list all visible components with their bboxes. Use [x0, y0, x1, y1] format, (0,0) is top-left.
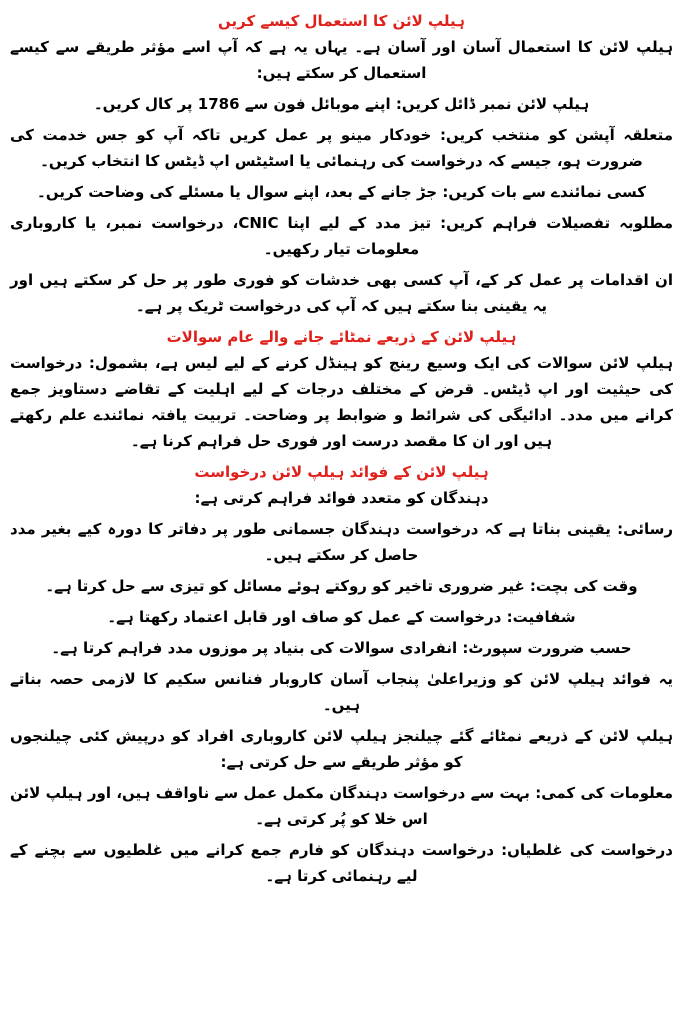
paragraph: یہ فوائد ہیلپ لائن کو وزیراعلیٰ پنجاب آسان کاروبار فنانس سکیم کا لازمی حصہ بناتے ہیں۔	[10, 670, 673, 714]
paragraph: حسب ضرورت سپورٹ: انفرادی سوالات کی بنیاد پر موزوں مدد فراہم کرتا ہے۔	[51, 639, 632, 657]
paragraph: کسی نمائندے سے بات کریں: جڑ جانے کے بعد، اپنے سوال یا مسئلے کی وضاحت کریں۔	[37, 183, 646, 201]
section-heading-how-to-use: ہیلپ لائن کا استعمال کیسے کریں	[218, 12, 465, 30]
section-heading-common-questions: ہیلپ لائن کے ذریعے نمٹائے جانے والے عام سوالات	[166, 328, 517, 346]
paragraph: ہیلپ لائن کے ذریعے نمٹائے گئے چیلنجز ہیلپ لائن کاروباری افراد کو درپیش کئی چیلنجوں کو مؤثر طریقے سے حل کرتی ہے:	[10, 727, 673, 771]
paragraph: شفافیت: درخواست کے عمل کو صاف اور قابل اعتماد رکھتا ہے۔	[107, 608, 576, 626]
paragraph: مطلوبہ تفصیلات فراہم کریں: تیز مدد کے لیے اپنا CNIC، درخواست نمبر، یا کاروباری معلومات تیار رکھیں۔	[10, 214, 673, 258]
paragraph: ہیلپ لائن کا استعمال آسان اور آسان ہے۔ یہاں یہ ہے کہ آپ اسے مؤثر طریقے سے کیسے استعمال کر سکتے ہیں:	[10, 38, 673, 82]
section-heading-benefits: ہیلپ لائن کے فوائد ہیلپ لائن درخواست	[194, 463, 489, 481]
paragraph: متعلقہ آپشن کو منتخب کریں: خودکار مینو پر عمل کریں تاکہ آپ کو جس خدمت کی ضرورت ہو، جیسے کہ درخواست کی رہنمائی یا اسٹیٹس اپ ڈیٹس کا انتخاب کریں۔	[10, 126, 673, 170]
paragraph: ہیلپ لائن سوالات کی ایک وسیع رینج کو ہینڈل کرنے کے لیے لیس ہے، بشمول: درخواست کی حیثیت اور اپ ڈیٹس۔ قرض کے مختلف درجات کے لیے اہلیت کے تقاضے دستاویز جمع کرانے میں مدد۔ ادائیگی کی شرائط و ضوابط پر وضاحت۔ تربیت یافتہ نمائندے علم رکھتے ہیں اور ان کا مقصد درست اور فوری حل فراہم کرنا ہے۔	[10, 354, 673, 450]
paragraph: ہیلپ لائن نمبر ڈائل کریں: اپنے موبائل فون سے 1786 پر کال کریں۔	[93, 95, 590, 113]
paragraph: وقت کی بچت: غیر ضروری تاخیر کو روکتے ہوئے مسائل کو تیزی سے حل کرتا ہے۔	[45, 577, 638, 595]
paragraph: درخواست کی غلطیاں: درخواست دہندگان کو فارم جمع کرانے میں غلطیوں سے بچنے کے لیے رہنمائی کرتا ہے۔	[10, 841, 673, 885]
paragraph: معلومات کی کمی: بہت سے درخواست دہندگان مکمل عمل سے ناواقف ہیں، اور ہیلپ لائن اس خلا کو پُر کرتی ہے۔	[10, 784, 673, 828]
paragraph: رسائی: یقینی بناتا ہے کہ درخواست دہندگان جسمانی طور پر دفاتر کا دورہ کیے بغیر مدد حاصل کر سکتے ہیں۔	[10, 520, 673, 564]
paragraph: ان اقدامات پر عمل کر کے، آپ کسی بھی خدشات کو فوری طور پر حل کر سکتے ہیں اور یہ یقینی بنا سکتے ہیں کہ آپ کی درخواست ٹریک پر ہے۔	[10, 271, 673, 315]
paragraph: دہندگان کو متعدد فوائد فراہم کرتی ہے:	[194, 489, 489, 507]
